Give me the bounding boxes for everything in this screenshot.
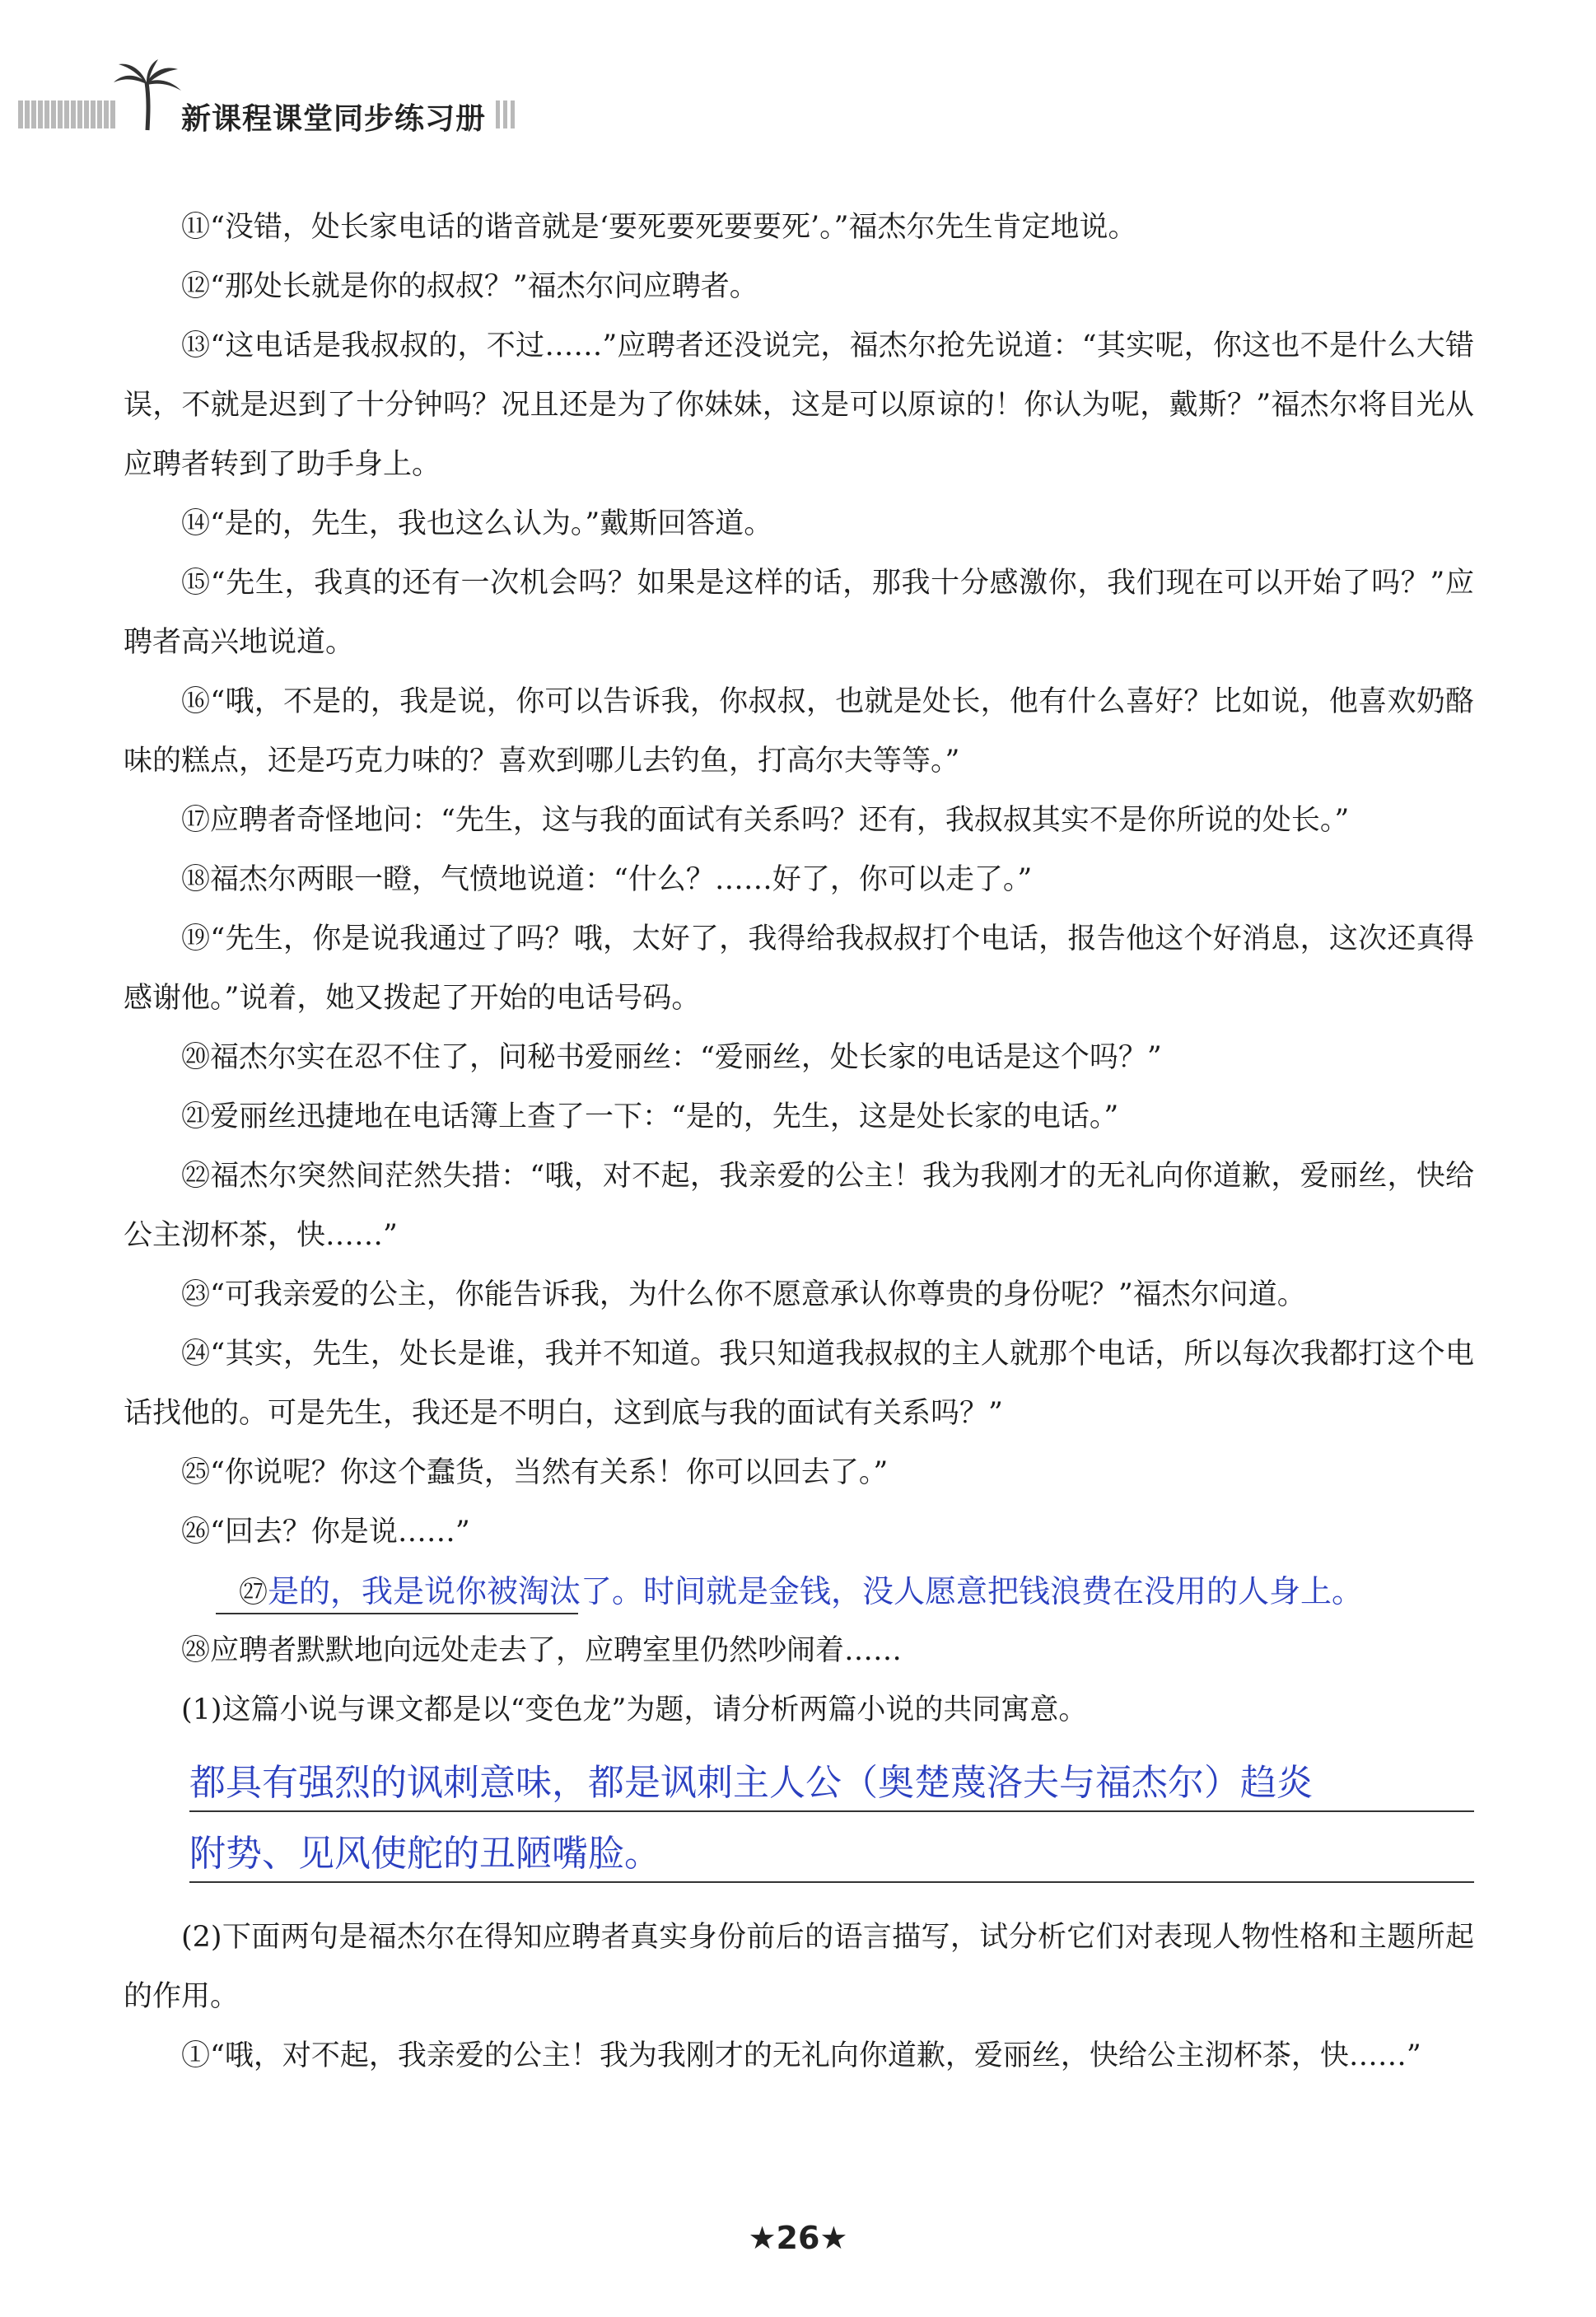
page-content (124, 198, 1474, 2086)
handwritten-answer-line-1: 都具有强烈的讽刺意味，都是讽刺主人公（奥楚蔑洛夫与福杰尔）趋炎 (189, 1762, 1313, 1804)
answer-underline (216, 1613, 578, 1614)
paragraph-20: ⑳福杰尔实在忍不住了，问秘书爱丽丝：“爱丽丝，处长家的电话是这个吗？” (181, 1041, 1162, 1074)
paragraph-18: ⑱福杰尔两眼一瞪，气愤地说道：“什么？……好了，你可以走了。” (181, 863, 1033, 896)
question-2-prompt: (2)下面两句是福杰尔在得知应聘者真实身份前后的语言描写，试分析它们对表现人物性格和主题所起的作用。 (124, 1921, 1474, 2013)
page-header (18, 58, 529, 136)
question-1-prompt: (1)这篇小说与课文都是以“变色龙”为题，请分析两篇小说的共同寓意。 (181, 1693, 1088, 1726)
paragraph-12: ⑫“那处长就是你的叔叔？”福杰尔问应聘者。 (181, 270, 758, 303)
page-number: ★26★ (748, 2220, 848, 2256)
paragraph-11: ⑪“没错，处长家电话的谐音就是‘要死要死要要死’。”福杰尔先生肯定地说。 (181, 211, 1137, 244)
header-title: 新课程课堂同步练习册 (181, 102, 487, 136)
answer-line (124, 1748, 1474, 1819)
paragraph-22: ㉒福杰尔突然间茫然失措：“哦，对不起，我亲爱的公主！我为我刚才的无礼向你道歉，爱丽丝，快给公主沏杯茶，快……” (124, 1160, 1474, 1252)
palm-tree-icon (110, 58, 184, 132)
paragraph-21: ㉑爱丽丝迅捷地在电话簿上查了一下：“是的，先生，这是处长家的电话。” (181, 1100, 1119, 1133)
paragraph-27-number: ㉗ (239, 1577, 268, 1609)
question-2-item-1: ①“哦，对不起，我亲爱的公主！我为我刚才的无礼向你道歉，爱丽丝，快给公主沏杯茶，快……” (181, 2039, 1421, 2072)
handwritten-answer-line-2: 附势、见风使舵的丑陋嘴脸。 (189, 1833, 660, 1875)
paragraph-19: ⑲“先生，你是说我通过了吗？哦，太好了，我得给我叔叔打个电话，报告他这个好消息，这次还真得感谢他。”说着，她又拨起了开始的电话号码。 (124, 923, 1474, 1015)
paragraph-27 (124, 1562, 1474, 1621)
paragraph-28: ㉘应聘者默默地向远处走去了，应聘室里仍然吵闹着…… (181, 1634, 903, 1667)
paragraph-16: ⑯“哦，不是的，我是说，你可以告诉我，你叔叔，也就是处长，他有什么喜好？比如说，他喜欢奶酪味的糕点，还是巧克力味的？喜欢到哪儿去钓鱼，打高尔夫等等。” (124, 685, 1474, 778)
paragraph-13: ⑬“这电话是我叔叔的，不过……”应聘者还没说完，福杰尔抢先说道：“其实呢，你这也不是什么大错误，不就是迟到了十分钟吗？况且还是为了你妹妹，这是可以原谅的！你认为呢，戴斯？”福杰尔将目光从应聘者转到了助手身上。 (124, 329, 1474, 481)
question-1-answer (124, 1748, 1474, 1890)
paragraph-26: ㉖“回去？你是说……” (181, 1516, 470, 1549)
answer-line (124, 1819, 1474, 1890)
paragraph-17: ⑰应聘者奇怪地问：“先生，这与我的面试有关系吗？还有，我叔叔其实不是你所说的处长。” (181, 804, 1350, 837)
answer-rule (189, 1881, 1474, 1883)
paragraph-15: ⑮“先生，我真的还有一次机会吗？如果是这样的话，那我十分感激你，我们现在可以开始了吗？”应聘者高兴地说道。 (124, 567, 1474, 659)
answer-rule (189, 1810, 1474, 1812)
paragraph-25: ㉕“你说呢？你这个蠢货，当然有关系！你可以回去了。” (181, 1456, 889, 1489)
paragraph-23: ㉓“可我亲爱的公主，你能告诉我，为什么你不愿意承认你尊贵的身份呢？”福杰尔问道。 (181, 1278, 1306, 1311)
header-decoration-tail (496, 100, 516, 128)
header-decoration-bars (18, 100, 117, 128)
handwritten-answer-27: 是的，我是说你被淘汰了。时间就是金钱，没人愿意把钱浪费在没用的人身上。 (268, 1573, 1364, 1609)
paragraph-14: ⑭“是的，先生，我也这么认为。”戴斯回答道。 (181, 507, 773, 540)
paragraph-24: ㉔“其实，先生，处长是谁，我并不知道。我只知道我叔叔的主人就那个电话，所以每次我都打这个电话找他的。可是先生，我还是不明白，这到底与我的面试有关系吗？” (124, 1338, 1474, 1430)
